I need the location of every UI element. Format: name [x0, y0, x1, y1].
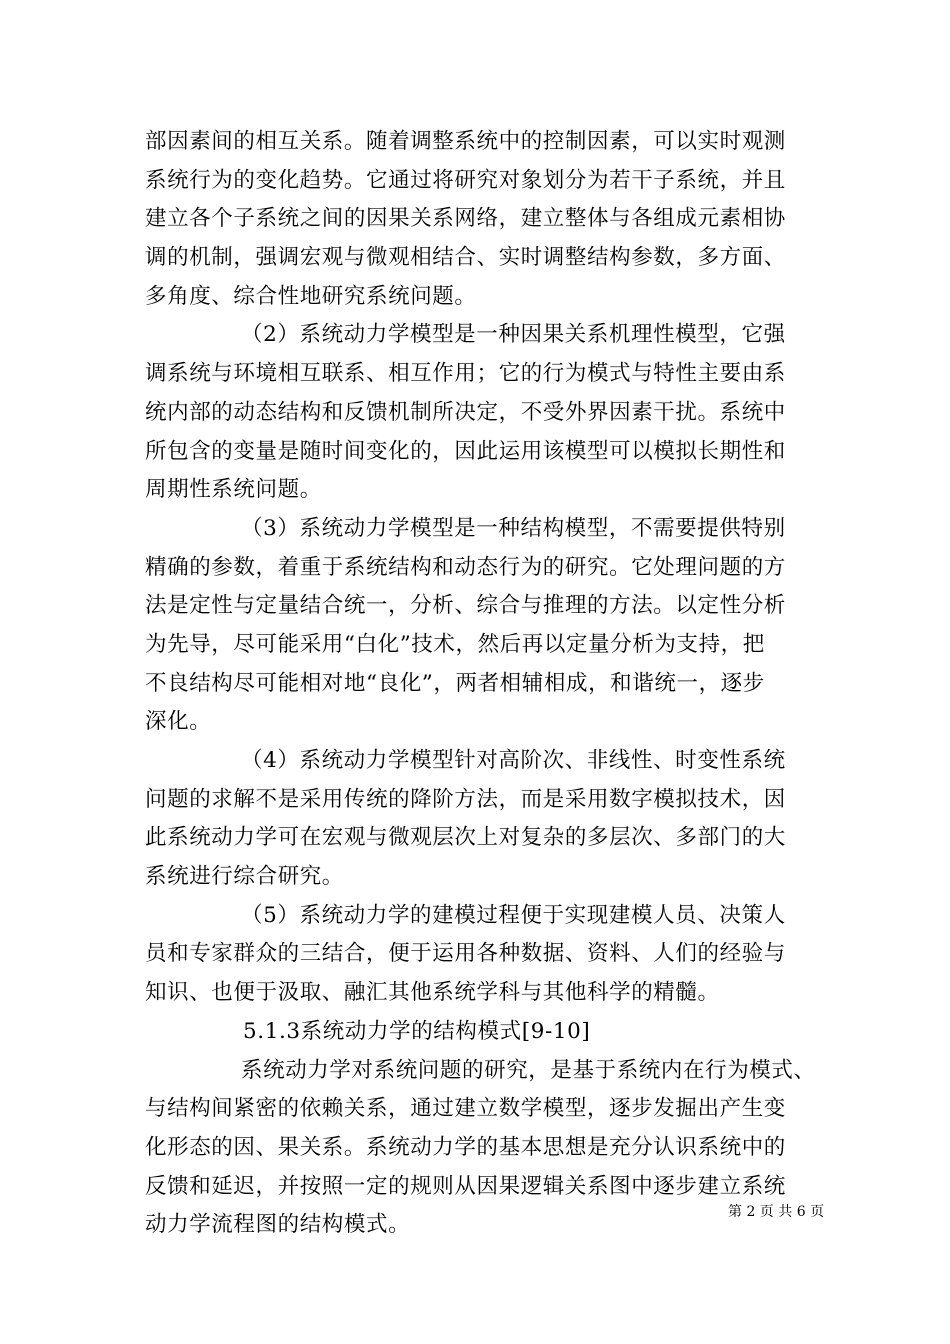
- text-line: 系统进行综合研究。: [145, 864, 344, 890]
- paragraph-5: [145, 897, 813, 1013]
- text-line: 多角度、综合性地研究系统问题。: [145, 283, 477, 309]
- document-body: [145, 123, 816, 1245]
- paragraph-3: [145, 510, 813, 742]
- paragraph-6: [145, 1052, 816, 1245]
- text-line: 系统动力学对系统问题的研究，是基于系统内在行为模式、: [241, 1057, 816, 1083]
- text-line: 问题的求解不是采用传统的降阶方法，而是采用数字模拟技术，因: [145, 786, 786, 812]
- text-line: 精确的参数，着重于系统结构和动态行为的研究。它处理问题的方: [145, 554, 786, 580]
- paragraph-2: [145, 316, 813, 509]
- text-line: 反馈和延迟，并按照一定的规则从因果逻辑关系图中逐步建立系统: [145, 1173, 786, 1199]
- text-line: （4）系统动力学模型针对高阶次、非线性、时变性系统: [241, 748, 786, 773]
- paragraph-4: [145, 742, 813, 897]
- text-line: （2）系统动力学模型是一种因果关系机理性模型，它强: [241, 322, 786, 348]
- text-line: 员和专家群众的三结合，便于运用各种数据、资料、人们的经验与: [145, 941, 786, 967]
- text-line: 调系统与环境相互联系、相互作用；它的行为模式与特性主要由系: [145, 361, 786, 387]
- text-line: 建立各个子系统之间的因果关系网络，建立整体与各组成元素相协: [145, 206, 786, 232]
- text-line: 所包含的变量是随时间变化的，因此运用该模型可以模拟长期性和: [145, 438, 786, 464]
- text-line: 调的机制，强调宏观与微观相结合、实时调整结构参数，多方面、: [145, 245, 786, 271]
- paragraph-1: [145, 123, 813, 316]
- text-line: 深化。: [145, 709, 212, 735]
- text-line: 部因素间的相互关系。随着调整系统中的控制因素，可以实时观测: [145, 129, 786, 154]
- text-line: 动力学流程图的结构模式。: [145, 1212, 411, 1238]
- text-line: （3）系统动力学模型是一种结构模型，不需要提供特别: [241, 515, 786, 541]
- text-line: 为先导，尽可能采用“白化”技术，然后再以定量分析为支持，把: [145, 631, 765, 657]
- text-line: 系统行为的变化趋势。它通过将研究对象划分为若干子系统，并且: [145, 167, 786, 193]
- text-line: 知识、也便于汲取、融汇其他系统学科与其他科学的精髓。: [145, 980, 720, 1006]
- text-line: 统内部的动态结构和反馈机制所决定，不受外界因素干扰。系统中: [145, 399, 786, 425]
- text-line: 化形态的因、果关系。系统动力学的基本思想是充分认识系统中的: [145, 1134, 786, 1160]
- page-number: 第 2 页 共 6 页: [728, 1204, 825, 1220]
- text-line: 此系统动力学可在宏观与微观层次上对复杂的多层次、多部门的大: [145, 825, 786, 851]
- section-heading: 5.1.3系统动力学的结构模式[9-10]: [243, 1018, 591, 1044]
- text-line: 不良结构尽可能相对地“良化”，两者相辅相成，和谐统一，逐步: [145, 670, 765, 696]
- text-line: 法是定性与定量结合统一，分析、综合与推理的方法。以定性分析: [145, 593, 786, 619]
- text-line: 与结构间紧密的依赖关系，通过建立数学模型，逐步发掘出产生变: [145, 1096, 786, 1122]
- text-line: （5）系统动力学的建模过程便于实现建模人员、决策人: [241, 902, 786, 928]
- text-line: 周期性系统问题。: [145, 477, 322, 503]
